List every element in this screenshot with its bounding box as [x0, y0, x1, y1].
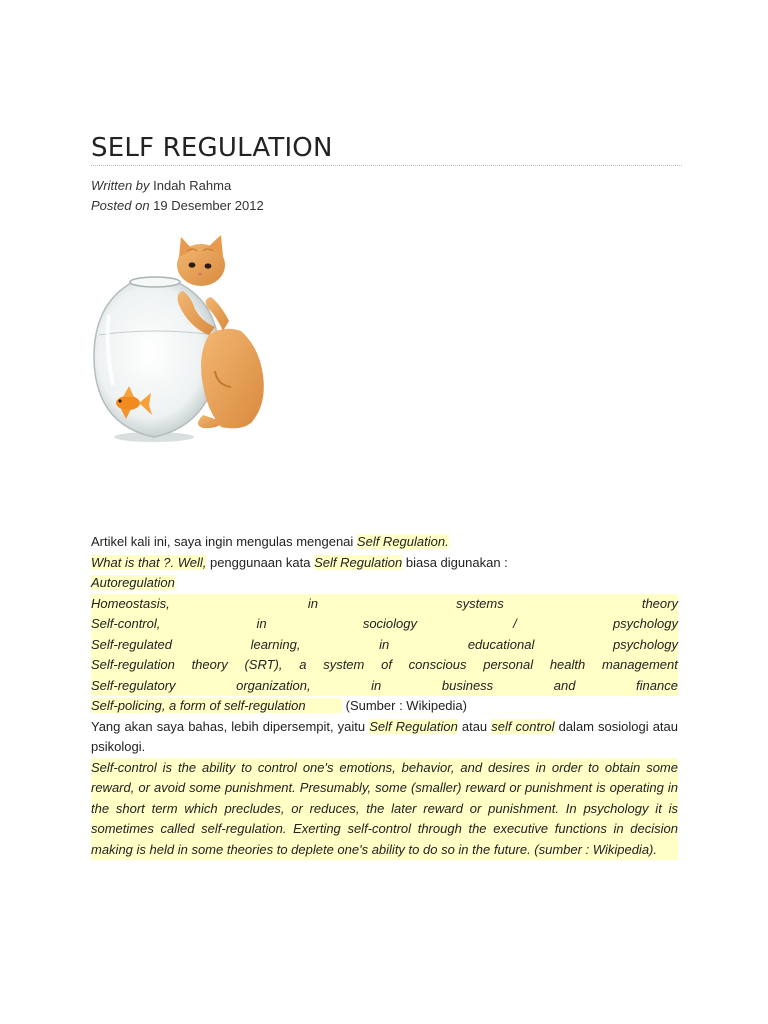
list-word: Self-regulatory	[91, 677, 176, 693]
quote-text: Self-control is the ability to control one's emotions, behavior, and desires in order to obtain some reward, or avoid some punishment. Presumably, some (smaller) reward or punishment is operating in the short term which precludes, or reduces, the later reward or punishment. In psychology it is sometimes called self-regulation. Exerting self-control through the executive functions in decision making is held in some theories to deplete one's ability to do so in the future. (sumber : Wikipedia).	[91, 759, 678, 857]
list-word: in	[371, 677, 382, 693]
list-word: Self-regulation	[91, 657, 175, 672]
question-mid: penggunaan kata	[206, 554, 315, 570]
narrow-mid: atau	[457, 718, 492, 734]
written-label: Written by	[91, 178, 150, 193]
list-word: in	[256, 616, 267, 631]
narrow-term-2: self control	[491, 718, 555, 734]
list-word: organization,	[236, 677, 311, 693]
intro-text: Artikel kali ini, saya ingin mengulas mengenai	[91, 534, 357, 549]
list-word: of	[381, 657, 392, 672]
title-divider	[91, 165, 682, 166]
author-name[interactable]: Indah Rahma	[149, 178, 232, 193]
usage-list-item-5[interactable]	[91, 655, 678, 676]
article-body	[91, 532, 678, 860]
narrow-text: Yang akan saya bahas, lebih dipersempit, yaitu	[91, 718, 370, 734]
usage-list-item-1	[91, 573, 678, 594]
posted-label: Posted on	[91, 198, 150, 213]
list-word: in	[379, 636, 390, 652]
list-word: and	[553, 677, 576, 693]
list-word: system	[323, 657, 365, 672]
question-term: Self Regulation	[314, 554, 403, 570]
usage-list-item-3[interactable]	[91, 614, 678, 635]
narrow-paragraph	[91, 717, 678, 758]
list-word: theory	[191, 657, 228, 672]
list-word: Homeostasis,	[91, 595, 170, 611]
usage-list-item-2[interactable]	[91, 594, 678, 615]
question-text: What is that ?. Well,	[91, 554, 207, 570]
usage-source: (Sumber : Wikipedia)	[345, 698, 467, 713]
list-word: in	[307, 595, 318, 611]
list-word: sociology	[362, 616, 418, 631]
narrow-term-1: Self Regulation	[369, 718, 458, 734]
list-word: theory	[641, 595, 678, 611]
post-date: 19 Desember 2012	[149, 198, 264, 213]
narrow-suffix: dalam sosiologi atau psikologi.	[91, 718, 678, 754]
list-word: psychology	[612, 616, 678, 631]
fishbowl-icon	[94, 277, 219, 442]
usage-list-item-6[interactable]	[91, 676, 678, 697]
intro-line	[91, 532, 678, 553]
usage-list-item-4[interactable]	[91, 635, 678, 656]
usage-list-item-7	[91, 696, 678, 717]
list-word: systems	[456, 595, 504, 611]
list-word: psychology	[612, 636, 678, 652]
list-word: Self-regulated	[91, 636, 172, 652]
list-word: health	[549, 657, 586, 672]
list-word: finance	[636, 677, 678, 693]
self-control-quote	[91, 758, 678, 861]
list-word: conscious	[408, 657, 467, 672]
list-word: personal	[483, 657, 534, 672]
list-word: Self-control,	[91, 616, 161, 631]
intro-term: Self Regulation.	[356, 534, 449, 549]
list-word: a	[299, 657, 307, 672]
list-word: /	[513, 616, 517, 631]
date-line	[91, 198, 264, 213]
cat-fishbowl-image	[91, 235, 281, 445]
usage-autoregulation[interactable]: Autoregulation	[91, 575, 175, 590]
list-word: educational	[467, 636, 535, 652]
page-title: SELF REGULATION	[91, 133, 333, 163]
list-word: learning,	[250, 636, 301, 652]
usage-self-policing[interactable]: Self-policing, a form of self-regulation	[91, 698, 342, 713]
question-line	[91, 553, 678, 574]
author-line	[91, 178, 231, 193]
question-suffix: biasa digunakan :	[402, 554, 508, 570]
list-word: business	[441, 677, 494, 693]
list-word: management	[601, 657, 678, 672]
list-word: (SRT),	[244, 657, 283, 672]
